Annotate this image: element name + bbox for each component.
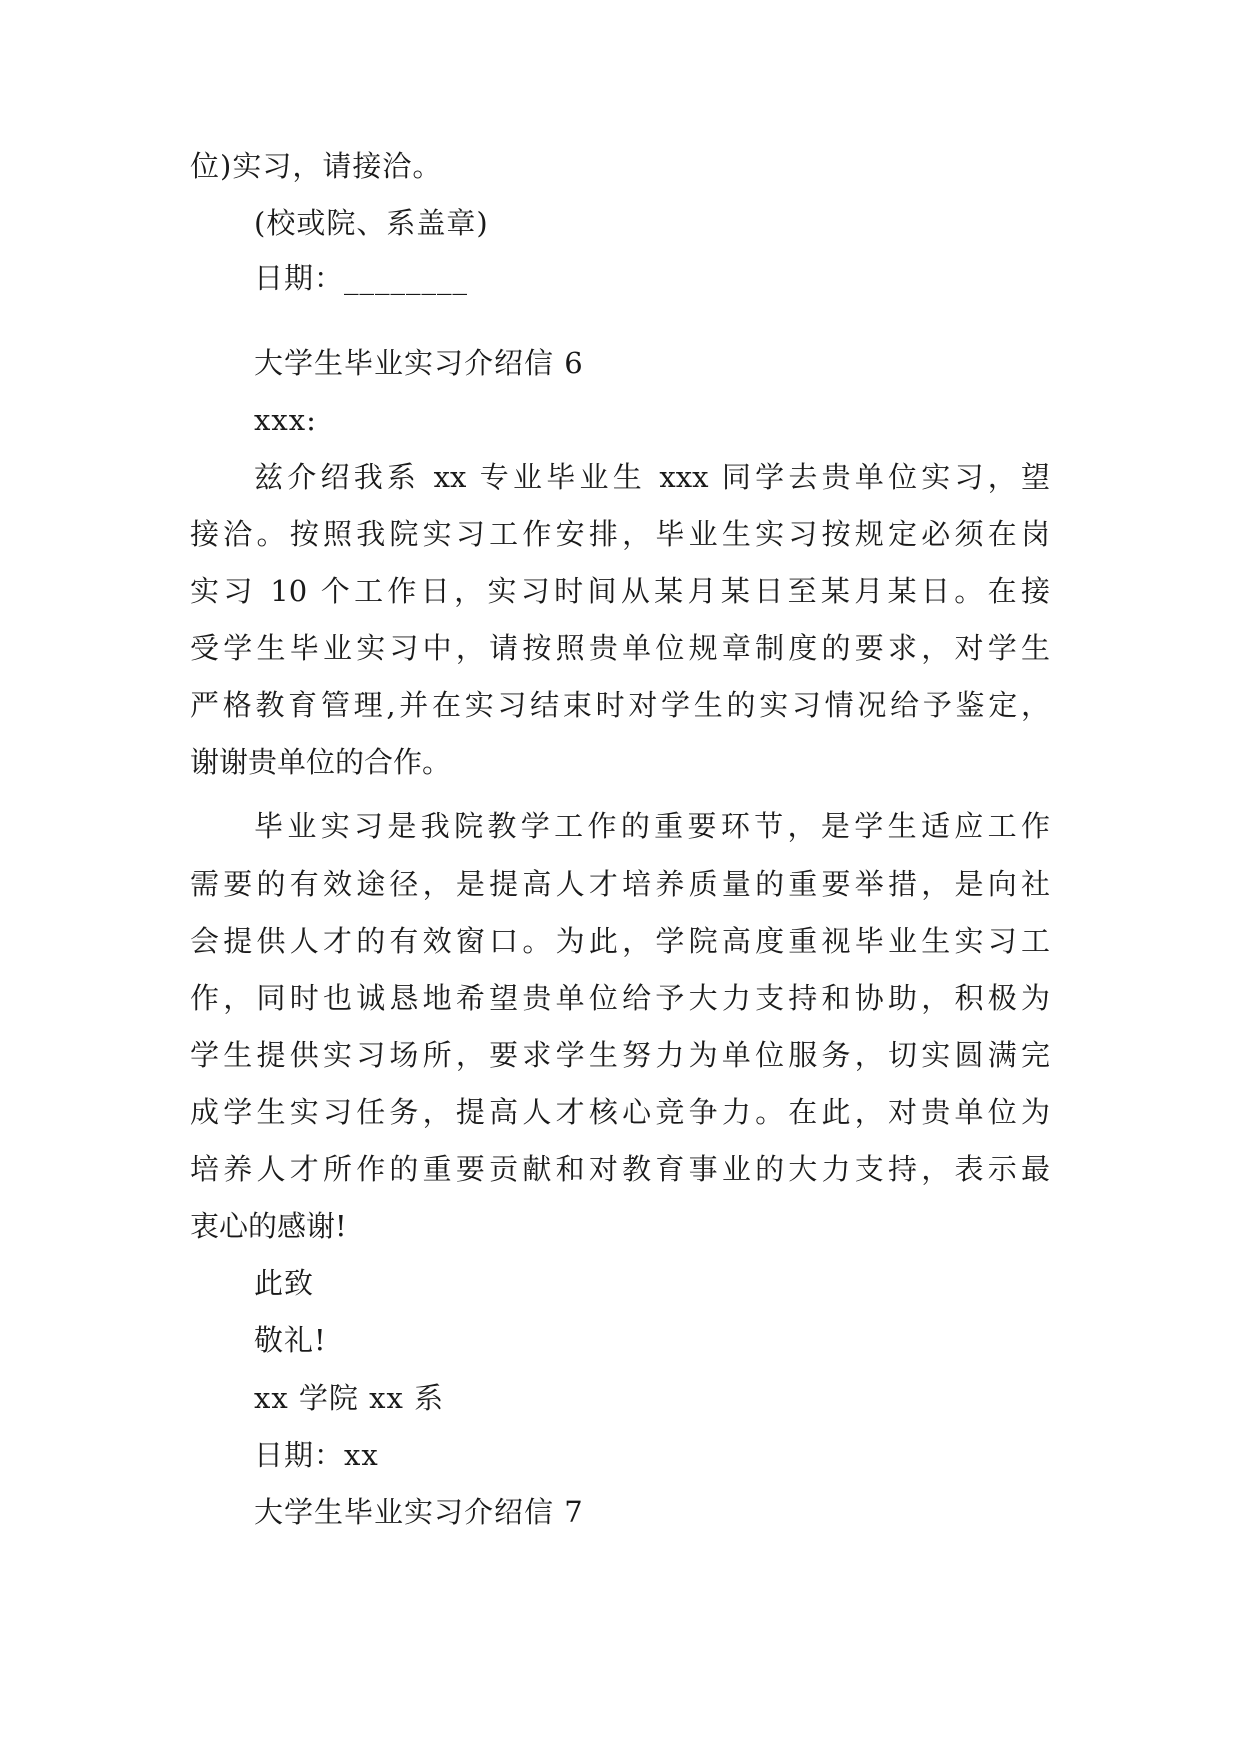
paragraph-line: 需要的有效途径，是提高人才培养质量的重要举措，是向社 [190, 867, 1050, 901]
date-line: 日期：________ [254, 261, 469, 295]
paragraph-line: 毕业实习是我院教学工作的重要环节，是学生适应工作 [254, 809, 1050, 843]
paragraph-line: 成学生实习任务，提高人才核心竞争力。在此，对贵单位为 [190, 1095, 1050, 1129]
closing-line: 此致 [254, 1266, 315, 1300]
section-title: 大学生毕业实习介绍信 7 [254, 1495, 584, 1529]
paragraph-line: 受学生毕业实习中，请按照贵单位规章制度的要求，对学生 [190, 631, 1050, 665]
paragraph-line: 接洽。按照我院实习工作安排，毕业生实习按规定必须在岗 [190, 517, 1050, 551]
paragraph-line: 学生提供实习场所，要求学生努力为单位服务，切实圆满完 [190, 1038, 1050, 1072]
salutation: xxx: [254, 403, 317, 437]
paragraph-line: 会提供人才的有效窗口。为此，学院高度重视毕业生实习工 [190, 924, 1050, 958]
date-line: 日期：xx [254, 1438, 379, 1472]
signature-line: xx 学院 xx 系 [254, 1381, 445, 1415]
seal-note: (校或院、系盖章) [254, 206, 489, 240]
paragraph-line: 兹介绍我系 xx 专业毕业生 xxx 同学去贵单位实习，望 [254, 460, 1050, 494]
text-line: 位)实习，请接洽。 [190, 149, 443, 183]
section-title: 大学生毕业实习介绍信 6 [254, 346, 584, 380]
paragraph-line: 实习 10 个工作日，实习时间从某月某日至某月某日。在接 [190, 574, 1050, 608]
paragraph-line: 培养人才所作的重要贡献和对教育事业的大力支持，表示最 [190, 1152, 1050, 1186]
paragraph-line: 作，同时也诚恳地希望贵单位给予大力支持和协助，积极为 [190, 981, 1050, 1015]
paragraph-line: 衷心的感谢! [190, 1209, 347, 1243]
paragraph-line: 谢谢贵单位的合作。 [190, 745, 452, 779]
closing-line: 敬礼! [254, 1323, 327, 1357]
paragraph-line: 严格教育管理,并在实习结束时对学生的实习情况给予鉴定， [190, 688, 1050, 722]
